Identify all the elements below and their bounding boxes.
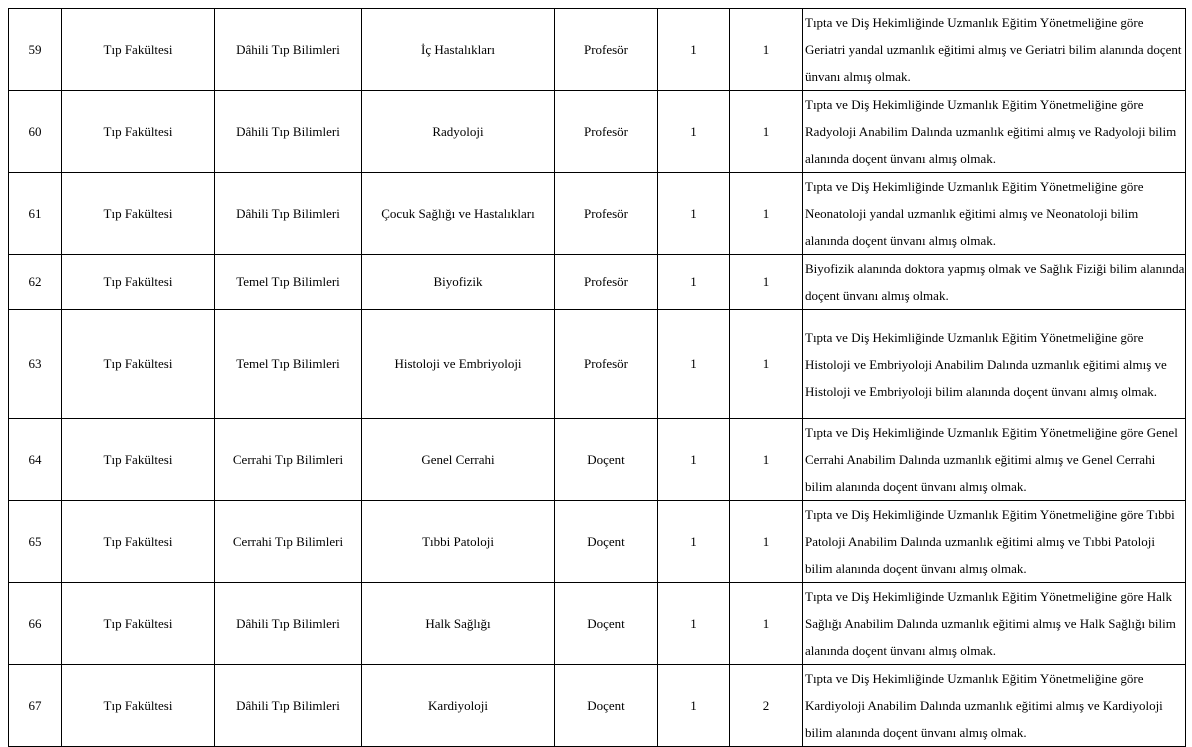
faculty-cell: Tıp Fakültesi — [62, 501, 215, 583]
department-cell: Cerrahi Tıp Bilimleri — [215, 419, 362, 501]
table-row — [9, 583, 1186, 665]
degree-count-cell: 1 — [658, 310, 730, 419]
division-cell: Genel Cerrahi — [362, 419, 555, 501]
title-cell: Doçent — [555, 419, 658, 501]
department-cell: Cerrahi Tıp Bilimleri — [215, 501, 362, 583]
table-body — [9, 9, 1186, 747]
faculty-cell: Tıp Fakültesi — [62, 9, 215, 91]
division-cell: Halk Sağlığı — [362, 583, 555, 665]
staff-count-cell: 1 — [730, 9, 803, 91]
table-row — [9, 91, 1186, 173]
requirements-text: Tıpta ve Diş Hekimliğinde Uzmanlık Eğitim Yönetmeliğine göre Tıbbi Patoloji Anabilim Dalında uzmanlık eğitimi almış ve Tıbbi Patoloji bilim alanında doçent ünvanı almış olmak. — [805, 507, 1175, 576]
division-cell: İç Hastalıkları — [362, 9, 555, 91]
division-cell: Biyofizik — [362, 255, 555, 310]
degree-count-cell: 1 — [658, 255, 730, 310]
table-row — [9, 255, 1186, 310]
department-cell: Dâhili Tıp Bilimleri — [215, 173, 362, 255]
requirements-cell — [803, 173, 1186, 255]
department-cell: Temel Tıp Bilimleri — [215, 310, 362, 419]
department-cell: Temel Tıp Bilimleri — [215, 255, 362, 310]
staff-count-cell: 2 — [730, 665, 803, 747]
division-cell: Radyoloji — [362, 91, 555, 173]
row-number: 67 — [9, 665, 62, 747]
table-row — [9, 665, 1186, 747]
table-row — [9, 501, 1186, 583]
requirements-text: Tıpta ve Diş Hekimliğinde Uzmanlık Eğitim Yönetmeliğine göre Neonatoloji yandal uzmanlık eğitimi almış ve Neonatoloji bilim alanında doçent ünvanı almış olmak. — [805, 179, 1144, 248]
title-cell: Profesör — [555, 173, 658, 255]
row-number: 62 — [9, 255, 62, 310]
requirements-text: Tıpta ve Diş Hekimliğinde Uzmanlık Eğitim Yönetmeliğine göre Histoloji ve Embriyoloji Anabilim Dalında uzmanlık eğitimi almış ve Histoloji ve Embriyoloji bilim alanında doçent ünvanı almış olmak. — [805, 329, 1167, 399]
staff-count-cell: 1 — [730, 255, 803, 310]
requirements-cell — [803, 665, 1186, 747]
division-cell: Histoloji ve Embriyoloji — [362, 310, 555, 419]
department-cell: Dâhili Tıp Bilimleri — [215, 91, 362, 173]
degree-count-cell: 1 — [658, 583, 730, 665]
faculty-cell: Tıp Fakültesi — [62, 173, 215, 255]
requirements-cell — [803, 419, 1186, 501]
faculty-cell: Tıp Fakültesi — [62, 91, 215, 173]
table-row — [9, 419, 1186, 501]
division-cell: Tıbbi Patoloji — [362, 501, 555, 583]
division-cell: Çocuk Sağlığı ve Hastalıkları — [362, 173, 555, 255]
faculty-cell: Tıp Fakültesi — [62, 255, 215, 310]
title-cell: Profesör — [555, 255, 658, 310]
faculty-cell: Tıp Fakültesi — [62, 665, 215, 747]
staff-count-cell: 1 — [730, 419, 803, 501]
department-cell: Dâhili Tıp Bilimleri — [215, 9, 362, 91]
staff-count-cell: 1 — [730, 173, 803, 255]
title-cell: Profesör — [555, 310, 658, 419]
row-number: 64 — [9, 419, 62, 501]
staff-count-cell: 1 — [730, 91, 803, 173]
faculty-cell: Tıp Fakültesi — [62, 583, 215, 665]
staff-count-cell: 1 — [730, 501, 803, 583]
faculty-cell: Tıp Fakültesi — [62, 310, 215, 419]
degree-count-cell: 1 — [658, 173, 730, 255]
requirements-text: Tıpta ve Diş Hekimliğinde Uzmanlık Eğitim Yönetmeliğine göre Radyoloji Anabilim Dalında uzmanlık eğitimi almış ve Radyoloji bilim alanında doçent ünvanı almış olmak. — [805, 97, 1177, 166]
row-number: 65 — [9, 501, 62, 583]
division-cell: Kardiyoloji — [362, 665, 555, 747]
requirements-cell — [803, 583, 1186, 665]
faculty-cell: Tıp Fakültesi — [62, 419, 215, 501]
title-cell: Profesör — [555, 91, 658, 173]
requirements-cell — [803, 501, 1186, 583]
department-cell: Dâhili Tıp Bilimleri — [215, 583, 362, 665]
title-cell: Doçent — [555, 665, 658, 747]
degree-count-cell: 1 — [658, 665, 730, 747]
requirements-text: Tıpta ve Diş Hekimliğinde Uzmanlık Eğitim Yönetmeliğine göre Kardiyoloji Anabilim Dalında uzmanlık eğitimi almış ve Kardiyoloji bilim alanında doçent ünvanı almış olmak. — [805, 671, 1163, 740]
table-row — [9, 9, 1186, 91]
row-number: 60 — [9, 91, 62, 173]
degree-count-cell: 1 — [658, 91, 730, 173]
row-number: 59 — [9, 9, 62, 91]
positions-table — [8, 8, 1186, 747]
title-cell: Doçent — [555, 501, 658, 583]
staff-count-cell: 1 — [730, 583, 803, 665]
table-row — [9, 173, 1186, 255]
row-number: 66 — [9, 583, 62, 665]
requirements-text: Tıpta ve Diş Hekimliğinde Uzmanlık Eğitim Yönetmeliğine göre Genel Cerrahi Anabilim Dalında uzmanlık eğitimi almış ve Genel Cerrahi bilim alanında doçent ünvanı almış olmak. — [805, 425, 1178, 494]
requirements-text: Tıpta ve Diş Hekimliğinde Uzmanlık Eğitim Yönetmeliğine göre Geriatri yandal uzmanlık eğitimi almış ve Geriatri bilim alanında doçent ünvanı almış olmak. — [805, 15, 1182, 84]
requirements-cell — [803, 255, 1186, 310]
staff-count-cell: 1 — [730, 310, 803, 419]
requirements-cell — [803, 310, 1186, 419]
title-cell: Profesör — [555, 9, 658, 91]
degree-count-cell: 1 — [658, 419, 730, 501]
table-row — [9, 310, 1186, 419]
requirements-text: Biyofizik alanında doktora yapmış olmak ve Sağlık Fiziği bilim alanında doçent ünvanı almış olmak. — [805, 261, 1185, 303]
requirements-cell — [803, 91, 1186, 173]
department-cell: Dâhili Tıp Bilimleri — [215, 665, 362, 747]
requirements-cell — [803, 9, 1186, 91]
title-cell: Doçent — [555, 583, 658, 665]
degree-count-cell: 1 — [658, 501, 730, 583]
requirements-text: Tıpta ve Diş Hekimliğinde Uzmanlık Eğitim Yönetmeliğine göre Halk Sağlığı Anabilim Dalında uzmanlık eğitimi almış ve Halk Sağlığı bilim alanında doçent ünvanı almış olmak. — [805, 589, 1176, 658]
row-number: 63 — [9, 310, 62, 419]
row-number: 61 — [9, 173, 62, 255]
degree-count-cell: 1 — [658, 9, 730, 91]
